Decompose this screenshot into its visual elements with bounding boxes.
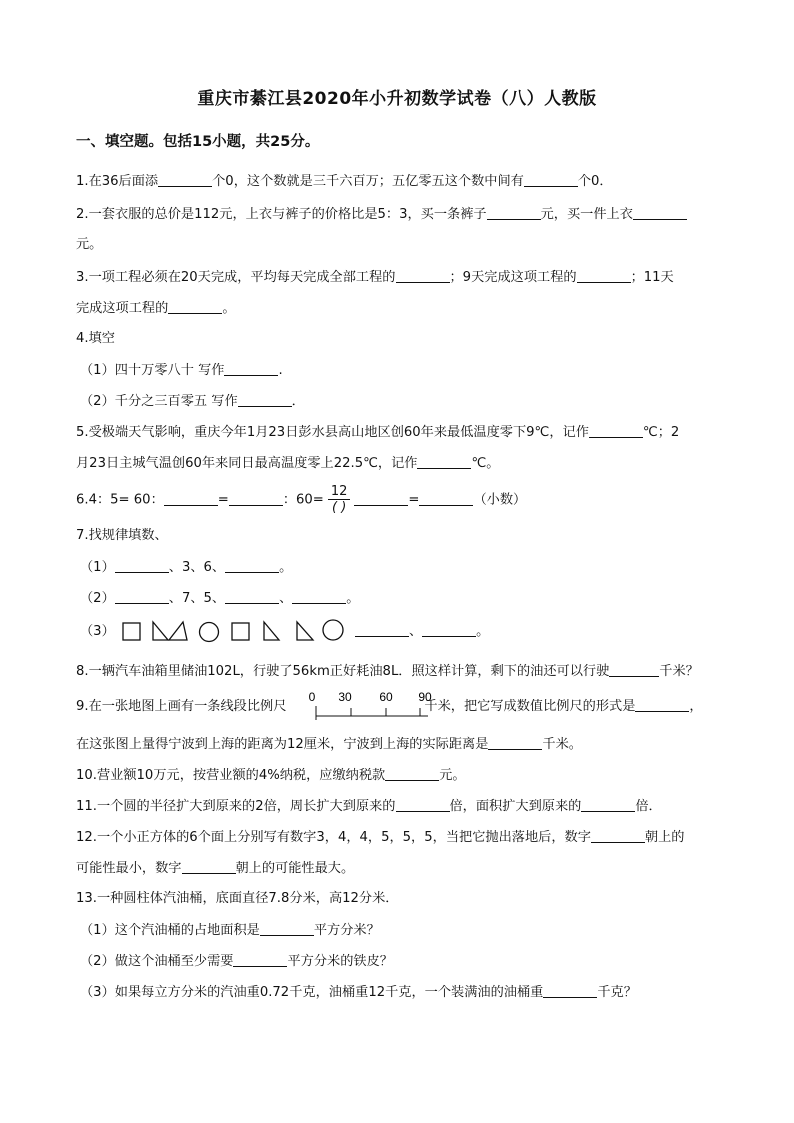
answer-blank[interactable] bbox=[524, 172, 578, 187]
answer-blank[interactable] bbox=[115, 558, 169, 573]
answer-blank[interactable] bbox=[487, 205, 541, 220]
answer-blank[interactable] bbox=[164, 491, 218, 506]
answer-blank[interactable] bbox=[422, 622, 476, 637]
question-9-cont: 在这张图上量得宁波到上海的距离为12厘米，宁波到上海的实际距离是 千米。 bbox=[76, 737, 582, 752]
answer-blank[interactable] bbox=[591, 828, 645, 843]
question-1: 1.在36后面添 个0，这个数就是三千六百万；五亿零五这个数中间有 个0． bbox=[76, 174, 613, 189]
answer-blank[interactable] bbox=[354, 491, 408, 506]
triangle-shape bbox=[169, 622, 187, 640]
question-7-2: （2） 、7、5、 、 。 bbox=[80, 591, 360, 606]
question-13-2: （2）做这个油桶至少需要 平方分米的铁皮？ bbox=[80, 954, 393, 969]
answer-blank[interactable] bbox=[609, 662, 659, 677]
answer-blank[interactable] bbox=[488, 735, 542, 750]
answer-blank[interactable] bbox=[238, 392, 292, 407]
question-3: 3.一项工程必须在20天完成，平均每天完成全部工程的 ；9天完成这项工程的 ；11天 bbox=[76, 270, 674, 285]
question-13-3: （3）如果每立方分米的汽油重0.72千克，油桶重12千克，一个装满油的油桶重 千克？ bbox=[80, 985, 637, 1000]
answer-blank[interactable] bbox=[115, 589, 169, 604]
answer-blank[interactable] bbox=[633, 205, 687, 220]
circle-shape bbox=[199, 623, 218, 642]
square-shape bbox=[123, 623, 140, 640]
circle-shape bbox=[323, 620, 343, 640]
question-7-1: （1） 、3、6、 。 bbox=[80, 560, 293, 575]
page-title: 重庆市綦江县2020年小升初数学试卷（八）人教版 bbox=[197, 89, 597, 109]
answer-blank[interactable] bbox=[225, 558, 279, 573]
question-3-cont: 完成这项工程的 。 bbox=[76, 301, 236, 316]
answer-blank[interactable] bbox=[182, 859, 236, 874]
triangle-shape bbox=[297, 622, 313, 640]
answer-blank[interactable] bbox=[224, 361, 278, 376]
answer-blank[interactable] bbox=[396, 268, 450, 283]
question-2: 2.一套衣服的总价是112元，上衣与裤子的价格比是5：3，买一条裤子 元，买一件上衣 bbox=[76, 205, 687, 224]
question-7: 7.找规律填数、 bbox=[76, 528, 168, 543]
answer-blank[interactable] bbox=[292, 589, 346, 604]
answer-blank[interactable] bbox=[419, 491, 473, 506]
answer-blank[interactable] bbox=[385, 766, 439, 781]
question-13: 13.一种圆柱体汽油桶，底面直径7.8分米，高12分米． bbox=[76, 891, 399, 906]
scale-label: 90 bbox=[418, 690, 432, 704]
triangle-shape bbox=[264, 622, 279, 640]
question-6: 6.4：5= 60： = ：60= $\frac{12}{( )}$ = （小数） bbox=[76, 484, 527, 515]
question-8: 8.一辆汽车油箱里储油102L，行驶了56km正好耗油8L．照这样计算，剩下的油还可以行驶 千米？ bbox=[76, 664, 699, 679]
answer-blank[interactable] bbox=[260, 921, 314, 936]
question-4-2: （2）千分之三百零五 写作 ． bbox=[80, 394, 305, 409]
answer-blank[interactable] bbox=[396, 797, 450, 812]
answer-blank[interactable] bbox=[225, 589, 279, 604]
question-12-cont: 可能性最小，数字 朝上的可能性最大。 bbox=[76, 861, 355, 876]
question-9: 9.在一张地图上画有一条线段比例尺 千米，把它写成数值比例尺的形式是 ， bbox=[76, 699, 703, 714]
answer-blank[interactable] bbox=[543, 983, 597, 998]
question-7-3: （3） 、 。 bbox=[80, 618, 489, 646]
answer-blank[interactable] bbox=[355, 622, 409, 637]
question-13-1: （1）这个汽油桶的占地面积是 平方分米？ bbox=[80, 923, 380, 938]
scale-label: 30 bbox=[338, 690, 352, 704]
shape-sequence bbox=[119, 618, 355, 644]
answer-blank[interactable] bbox=[168, 299, 222, 314]
line-scale bbox=[298, 690, 438, 724]
scale-label: 0 bbox=[308, 690, 316, 704]
fraction: $\frac{12}{( )}$ bbox=[328, 484, 351, 515]
question-10: 10.营业额10万元，按营业额的4%纳税，应缴纳税款 元。 bbox=[76, 768, 466, 783]
question-5-cont: 月23日主城气温创60年来同日最高温度零上22.5℃，记作 ℃。 bbox=[76, 456, 500, 471]
answer-blank[interactable] bbox=[577, 268, 631, 283]
question-2-cont: 元。 bbox=[76, 237, 103, 252]
question-11: 11.一个圆的半径扩大到原来的2倍，周长扩大到原来的 倍，面积扩大到原来的 倍． bbox=[76, 799, 662, 814]
question-12: 12.一个小正方体的6个面上分别写有数字3，4，4，5，5，5，当把它抛出落地后，数字 朝上的 bbox=[76, 830, 685, 845]
question-5: 5.受极端天气影响，重庆今年1月23日彭水县高山地区创60年来最低温度零下9℃，记作 ℃；2 bbox=[76, 425, 680, 440]
answer-blank[interactable] bbox=[229, 491, 283, 506]
answer-blank[interactable] bbox=[417, 454, 471, 469]
answer-blank[interactable] bbox=[589, 423, 643, 438]
square-shape bbox=[232, 623, 249, 640]
question-4: 4.填空 bbox=[76, 331, 115, 346]
answer-blank[interactable] bbox=[158, 172, 212, 187]
answer-blank[interactable] bbox=[233, 952, 287, 967]
question-4-1: （1）四十万零八十 写作 . bbox=[80, 363, 283, 378]
section-heading: 一、填空题。包括15小题，共25分。 bbox=[76, 134, 320, 150]
answer-blank[interactable] bbox=[581, 797, 635, 812]
answer-blank[interactable] bbox=[635, 697, 689, 712]
triangle-shape bbox=[153, 622, 168, 640]
scale-label: 60 bbox=[379, 690, 393, 704]
